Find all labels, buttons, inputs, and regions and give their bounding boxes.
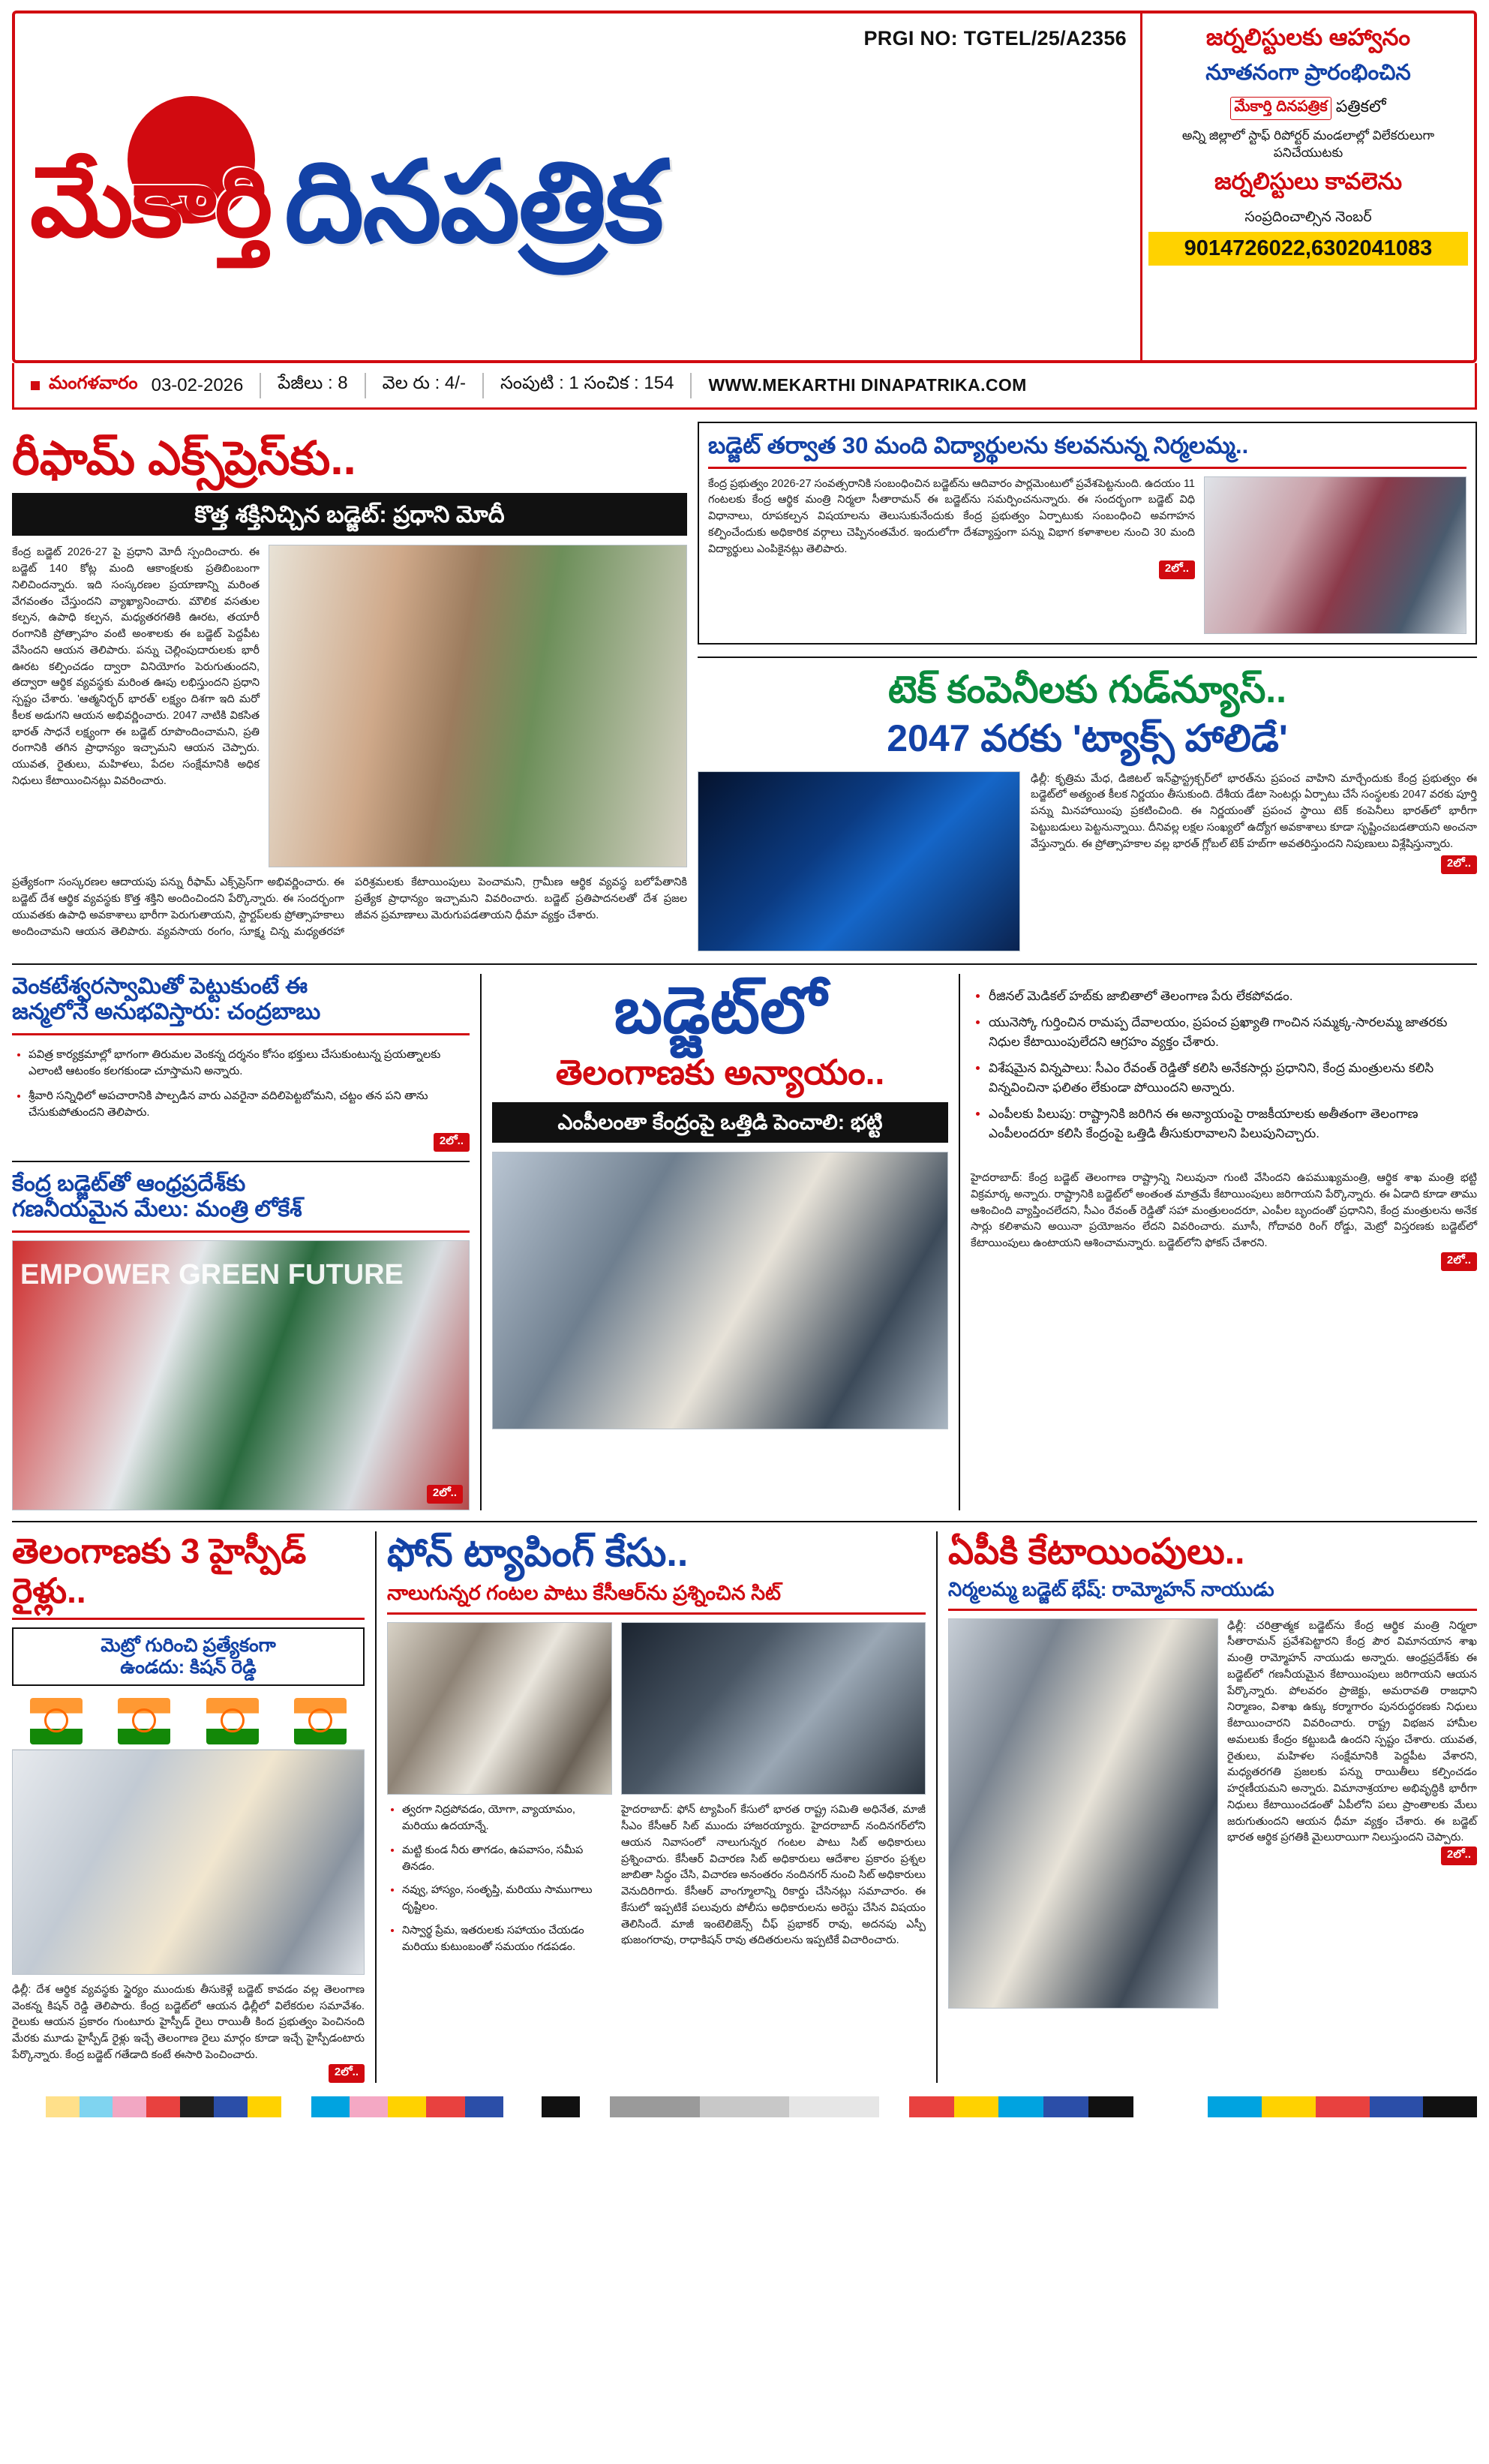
color-swatch	[503, 2096, 542, 2117]
continuation-tag[interactable]: 2లో..	[1159, 560, 1195, 579]
rammohan-naidu-photo	[948, 1618, 1218, 2009]
color-group-1	[12, 2096, 281, 2117]
chandrababu-headline-1: వెంకటేశ్వరస్వామితో పెట్టుకుంటే ఈ	[12, 973, 308, 999]
color-swatch	[248, 2096, 281, 2117]
color-group-3	[610, 2096, 879, 2117]
info-price: వెల రు : 4/-	[382, 373, 466, 393]
phone-devices-photo	[621, 1622, 926, 1795]
color-swatch	[388, 2096, 426, 2117]
promo-line-5: జర్నలిస్టులు కావలెను	[1214, 167, 1403, 194]
list-item: • రీజినల్ మెడికల్ హబ్‌కు జాబితాలో తెలంగాణ పేరు లేకపోవడం.	[989, 987, 1477, 1006]
nirmala-body: కేంద్ర ప్రభుత్వం 2026-27 సంవత్సరానికి సంబంధించిన బడ్జెట్‌ను ఆదివారం పార్లమెంటులో ప్రవేశపెట్టనుంది. ఉదయం 11 గంటలకు కేంద్ర ఆర్థిక మంత్రి నిర్మలా సీతారామన్ ఈ బడ్జెట్‌ను సమర్పించనున్నారు. ఈ సందర్భంగా బడ్జెట్ విధి విధానాలు, రూపకల్పన విషయాలను తెలుసుకునేందుకు కేంద్ర ప్రభుత్వం ఏర్పాటుకు సంబంధించి అవగాహన కల్పించేందుకు అధికారిక వర్గాలు చెప్పినంతమేర. ఇందులోగా దేశవ్యాప్తంగా పన్ను విభాగ కళాశాలల నుంచి 30 మంది విద్యార్థులు ఎంపికైనట్లు తెలిపారు.	[708, 477, 1195, 555]
tech-body: ఢిల్లీ: కృత్రిమ మేధ, డిజిటల్ ఇన్‌ఫ్రాస్ట్రక్చర్‌లో భారత్‌ను ప్రపంచ వాహిని మార్చేందుకు కేంద్ర ప్రభుత్వం ఈ బడ్జెట్‌లో అత్యంత కీలక నిర్ణయం తీసుకుంది. దేశీయ డేటా సెంటర్లు ఏర్పాటు చేసే సంస్థలకు 2047 వరకు పూర్తి పన్ను మినహాయింపు ప్రకటించింది. ఈ నిర్ణయంతో ప్రపంచ స్థాయి టెక్ కంపెనీలు భారత్‌లో భారీగా పెట్టుబడులు పెట్టనున్నాయి. దీనివల్ల లక్షల సంఖ్యలో ఉద్యోగ అవకాశాలు కూడా సృష్టించబడతాయని అంచనా వేస్తున్నారు. ఈ ప్రోత్సాహకాల వల్ల భారత్ గ్లోబల్ టెక్ హబ్‌గా అవతరిస్తుందని నిపుణులు విశ్లేషిస్తున్నారు.	[1031, 772, 1477, 850]
list-item: • యునెస్కో గుర్తించిన రామప్ప దేవాలయం, ప్రపంచ ప్రఖ్యాతి గాంచిన సమ్మక్క-సారలమ్మ జాతరకు నిధుల కేటాయింపులేదని ఆగ్రహం వ్యక్తం చేశారు.	[989, 1013, 1477, 1051]
nirmala-photo	[1204, 476, 1466, 634]
band-middle	[12, 963, 1477, 1510]
lokesh-headline-1: కేంద్ర బడ్జెట్‌తో ఆంధ్రప్రదేశ్‌కు	[12, 1170, 246, 1196]
masthead	[12, 11, 1477, 363]
lead-headline: రీఫామ్ ఎక్స్‌ప్రెస్‌కు..	[12, 433, 356, 485]
promo-line-3-row	[1230, 97, 1385, 120]
tech-photo	[698, 771, 1020, 951]
spacer	[1178, 2096, 1208, 2117]
color-swatch	[1316, 2096, 1370, 2117]
bjp-logo-icon	[294, 1698, 347, 1744]
band-top	[12, 422, 1477, 951]
divider	[12, 1033, 470, 1035]
masthead-logo-part2: దినపత్రిక	[284, 139, 662, 265]
continuation-tag[interactable]: 2లో..	[427, 1485, 463, 1504]
color-swatch	[113, 2096, 146, 2117]
color-group-2	[311, 2096, 581, 2117]
ap-allocations-subhead: నిర్మలమ్మ బడ్జెట్ భేష్: రామ్మోహన్ నాయుడు	[948, 1577, 1274, 1600]
color-swatch	[700, 2096, 790, 2117]
color-swatch	[214, 2096, 248, 2117]
tech-story-box	[698, 657, 1477, 951]
tech-headline-2: 2047 వరకు 'ట్యాక్స్ హాలిడే'	[887, 717, 1288, 760]
phone-tapping-column	[375, 1531, 938, 2083]
promo-mini-logo: మేకార్తి దినపత్రిక	[1230, 97, 1331, 120]
continuation-tag[interactable]: 2లో..	[1441, 855, 1477, 874]
list-item: • ఎంపీలకు పిలుపు: రాష్ట్రానికి జరిగిన ఈ అన్యాయంపై రాజకీయాలకు అతీతంగా తెలంగాణ ఎంపీలందరూ కలిసి కేంద్రంపై ఒత్తిడి తీసుకురావాలని పిలుపునిచ్చారు.	[989, 1104, 1477, 1143]
list-item: • విశేషమైన విన్నపాలు: సీఎం రేవంత్ రెడ్డితో కలిసి అనేకసార్లు ప్రధానిని, కేంద్ర మంత్రులను కలిసి విన్నవించినా ఫలితం లేకుండా పోయిందని అన్నారు.	[989, 1059, 1477, 1097]
lokesh-photo	[12, 1240, 470, 1510]
color-swatch	[146, 2096, 180, 2117]
continuation-tag[interactable]: 2లో..	[1441, 1252, 1477, 1271]
promo-line-4: అన్ని జిల్లాలో స్టాఫ్ రిపోర్టర్ మండలాల్లో విలేకరులుగా పనిచేయుటకు	[1181, 128, 1435, 160]
spacer	[580, 2096, 610, 2117]
divider	[948, 1609, 1477, 1611]
band-bottom	[12, 1521, 1477, 2083]
color-swatch	[1043, 2096, 1088, 2117]
color-swatch	[789, 2096, 879, 2117]
ap-allocations-column	[948, 1531, 1477, 2083]
prgi-number: PRGI NO: TGTEL/25/A2356	[863, 27, 1127, 50]
masthead-promo	[1140, 14, 1474, 360]
color-group-4	[909, 2096, 1178, 2117]
budget-injustice-headline: బడ్జెట్‌లో	[614, 974, 827, 1047]
color-swatch	[465, 2096, 503, 2117]
promo-line-2: నూతనంగా ప్రారంభించిన	[1205, 61, 1411, 85]
color-swatch	[180, 2096, 214, 2117]
color-swatch	[311, 2096, 350, 2117]
chandrababu-headline-2: జన్మలోనే అనుభవిస్తారు: చంద్రబాబు	[12, 999, 321, 1025]
bjp-logo-icon	[206, 1698, 259, 1744]
lead-body-1: కేంద్ర బడ్జెట్ 2026-27 పై ప్రధాని మోదీ స్పందించారు. ఈ బడ్జెట్ 140 కోట్ల మంది ఆకాంక్షలకు ప్రతిబింబంగా నిలిచిందన్నారు. ఇది సంస్కరణల ప్రయాణాన్ని మరింత వేగవంతం చేస్తుందని వ్యాఖ్యానించారు. మౌలిక వసతుల కల్పన, ఉపాధి కల్పన, మధ్యతరగతికి ఊరట, తయారీ రంగానికి ప్రోత్సాహం వంటి అంశాలకు ఈ బడ్జెట్ పెద్దపీట వేసిందని ఆయన తెలిపారు. పన్ను చెల్లింపుదారులకు భారీ ఊరట కల్పించడం ద్వారా వినియోగం పెరుగుతుందని, తద్వారా ఆర్థిక వ్యవస్థకు మరింత ఊపు లభిస్తుందని ప్రధాని స్పష్టం చేశారు. 'ఆత్మనిర్భర్ భారత్' లక్ష్యం దిశగా ఇది మరో కీలక అడుగని ఆయన అభివర్ణించారు. 2047 నాటికి వికసిత భారత్ సాధనే లక్ష్యంగా ఈ బడ్జెట్ రూపొందించామని, ప్రతి రంగానికి తగిన ప్రాధాన్యం ఇచ్చామని ఆయన చెప్పారు. యువత, రైతులు, మహిళలు, పేదల సంక్షేమానికి అధిక నిధులు కేటాయించినట్లు వివరించారు.	[12, 546, 260, 787]
color-swatch	[1088, 2096, 1133, 2117]
phone-tapping-headline: ఫోన్ ట్యాపింగ్ కేసు..	[387, 1531, 689, 1575]
color-swatch	[350, 2096, 388, 2117]
budget-injustice-bullets	[971, 987, 1477, 1151]
color-swatch	[1133, 2096, 1178, 2117]
info-website[interactable]: WWW.MEKARTHI DINAPATRIKA.COM	[708, 375, 1027, 395]
color-swatch	[909, 2096, 954, 2117]
nirmala-headline: బడ్జెట్ తర్వాత 30 మంది విద్యార్థులను కలవనున్న నిర్మలమ్మ..	[708, 432, 1249, 458]
bjp-logo-icon	[118, 1698, 170, 1744]
continuation-tag[interactable]: 2లో..	[1441, 1846, 1477, 1865]
budget-injustice-details	[971, 974, 1477, 1510]
promo-line-3: పత్రికలో	[1335, 97, 1386, 116]
phone-tapping-subhead: నాలుగున్నర గంటల పాటు కేసీఆర్‌ను ప్రశ్నించిన సిట్	[387, 1582, 781, 1605]
divider	[12, 1230, 470, 1233]
kcr-photo	[387, 1622, 612, 1795]
info-day: మంగళవారం	[49, 373, 138, 393]
color-swatch	[610, 2096, 700, 2117]
color-swatch	[954, 2096, 999, 2117]
list-item: • త్వరగా నిద్రపోవడం, యోగా, వ్యాయామం, మరియు ఉదయాన్నే.	[402, 1802, 612, 1835]
promo-line-1: జర్నలిస్టులకు ఆహ్వానం	[1205, 24, 1411, 50]
tech-headline-1: టెక్ కంపెనీలకు గుడ్‌న్యూస్..	[887, 668, 1287, 711]
lokesh-headline-2: గణనీయమైన మేలు: మంత్రి లోకేశ్	[12, 1197, 302, 1222]
divider	[708, 467, 1466, 469]
rails-headline: తెలంగాణకు 3 హైస్పీడ్ రైళ్లు..	[12, 1531, 307, 1610]
phone-tapping-bullets	[387, 1802, 612, 1955]
right-column-top	[698, 422, 1477, 951]
color-swatch	[542, 2096, 580, 2117]
lead-column	[12, 422, 687, 951]
lead-subhead-bar: కొత్త శక్తినిచ్చిన బడ్జెట్: ప్రధాని మోదీ	[12, 493, 687, 536]
info-day-date	[14, 363, 260, 407]
budget-injustice-box	[480, 974, 960, 1510]
color-swatch	[12, 2096, 46, 2117]
continuation-tag[interactable]: 2లో..	[434, 1133, 470, 1152]
budget-injustice-body: హైదరాబాద్: కేంద్ర బడ్జెట్ తెలంగాణ రాష్ట్రాన్ని నిలువునా గుంటి వేసిందని ఉపముఖ్యమంత్రి, ఆర్థిక శాఖ మంత్రి భట్టి విక్రమార్క అన్నారు. రాష్ట్రానికి బడ్జెట్‌లో అంతంత మాత్రమే కేటాయింపులు జరిగాయని పేర్కొన్నారు. ఈ ఏడాది కూడా తాము ఆశించింది వ్యాప్తించలేదని, సీఎం రేవంత్ రెడ్డితో సహా మంత్రులందరూ, ఎంపీల బృందంతో ప్రధానిని, కేంద్ర మంత్రులను అనేక సార్లు కలిశామని అయినా ప్రయోజనం లేదని వివరించారు. మూసీ, గోదావరి రింగ్ రోడ్డు, మెట్రో విస్తరణకు బడ్జెట్‌లో కేటాయింపులు ఉంటాయని ఆశించామన్నారు. బడ్జెట్‌లోని ఫోకస్ చేశారని.	[971, 1172, 1477, 1250]
rails-column	[12, 1531, 365, 2083]
lead-body-2: ప్రత్యేకంగా సంస్కరణల ఆదాయపు పన్ను రీఫామ్ ఎక్స్‌ప్రెస్‌గా అభివర్ణించారు. ఈ బడ్జెట్ దేశ ఆర్థిక వ్యవస్థకు కొత్త శక్తిని అందించిందని పేర్కొన్నారు. ఈ సందర్భంగా యువతకు ఉపాధి అవకాశాలు భారీగా పెరుగుతాయని, స్టార్టప్‌లకు ప్రోత్సాహకాలు అందించామని ఆయన తెలిపారు. వ్యవసాయ రంగం, సూక్ష్మ చిన్న మధ్యతరహా పరిశ్రమలకు కేటాయింపులు పెంచామని, గ్రామీణ ఆర్థిక వ్యవస్థ బలోపేతానికి ప్రత్యేక ప్రాధాన్యం ఇచ్చామని వివరించారు. బడ్జెట్ ప్రతిపాదనలతో దేశ ప్రజల జీవన ప్రమాణాలు మెరుగుపడతాయని ధీమా వ్యక్తం చేశారు.	[12, 876, 687, 938]
list-item: • మట్టి కుండ నీరు తాగడం, ఉపవాసం, సమీప తినడం.	[402, 1843, 612, 1876]
color-swatch	[426, 2096, 464, 2117]
budget-injustice-column	[480, 974, 960, 1510]
bhatti-quote-bar: ఎంపీలంతా కేంద్రంపై ఒత్తిడి పెంచాలి: భట్టి	[492, 1102, 948, 1143]
party-logo-band	[12, 1693, 365, 1750]
color-swatch	[1262, 2096, 1316, 2117]
bjp-logo-icon	[30, 1698, 83, 1744]
info-bar	[12, 363, 1477, 410]
color-swatch	[46, 2096, 80, 2117]
ap-allocations-body: ఢిల్లీ: చరిత్రాత్మక బడ్జెట్‌ను కేంద్ర ఆర్థిక మంత్రి నిర్మలా సీతారామన్ ప్రవేశపెట్టారని కేంద్ర పౌర విమానయాన శాఖ మంత్రి రామ్మోహన్ నాయుడు అన్నారు. ఆంధ్రప్రదేశ్‌కు ఈ బడ్జెట్‌లో గణనీయమైన కేటాయింపులు జరిగాయని ఆయన పేర్కొన్నారు. పోలవరం ప్రాజెక్టు, అమరావతి రాజధాని నిర్మాణం, విశాఖ ఉక్కు కర్మాగారం పునరుద్ధరణకు నిధులు కేటాయించారని వివరించారు. రాష్ట్ర విభజన హామీల అమలుకు కేంద్రం కట్టుబడి ఉందని స్పష్టం చేశారు. యువత, రైతులు, మహిళల సంక్షేమానికి పెద్దపీట వేశారని, మధ్యతరగతి ప్రజలకు పన్ను రాయితీలు కల్పించడం హర్షణీయమని అన్నారు. విమానాశ్రయాల అభివృద్ధికి భారీగా నిధులు కేటాయించడంతో ఏపీలోని పలు ప్రాంతాలకు మేలు జరుగుతుందని ఆయన ధీమా వ్యక్తం చేశారు. ఈ బడ్జెట్ భారత ఆర్థిక ప్రగతికి మైలురాయిగా నిలుస్తుందని చెప్పారు.	[1227, 1619, 1477, 1844]
nirmala-story-box	[698, 422, 1477, 645]
color-swatch	[1423, 2096, 1477, 2117]
spacer	[281, 2096, 311, 2117]
promo-phone[interactable]: 9014726022,6302041083	[1148, 232, 1468, 266]
bhatti-photo	[492, 1152, 948, 1429]
list-item: • శ్రీవారి సన్నిధిలో అపచారానికి పాల్పడిన వారు ఎవరైనా వదిలిపెట్టబోమని, చట్టం తన పని తాను చేసుకుపోతుందని తెలిపారు.	[29, 1088, 470, 1122]
spacer	[879, 2096, 909, 2117]
color-group-5	[1208, 2096, 1477, 2117]
masthead-title-row	[30, 139, 1140, 265]
chandrababu-box	[12, 974, 470, 1152]
lead-photo-modi	[269, 545, 687, 867]
promo-line-6: సంప్రదించాల్సిన నెంబర్	[1244, 209, 1372, 225]
color-swatch	[1208, 2096, 1262, 2117]
color-registration-bar	[12, 2096, 1477, 2117]
color-swatch	[1370, 2096, 1424, 2117]
rails-body: ఢిల్లీ: దేశ ఆర్థిక వ్యవస్థకు స్థైర్యం ముందుకు తీసుకెళ్లే బడ్జెట్ కావడం వల్ల తెలంగాణ వెంకన్న కిషన్ రెడ్డి తెలిపారు. కేంద్ర బడ్జెట్‌లో ఆయన ఢిల్లీలో విలేకరుల సమావేశం. రైలుకు ఆయన ప్రకారం గుంటూరు హైస్పీడ్ రైలు రాయితీ కింద ప్రభుత్వం పెంచినంది మేరకు మూడు హైస్పీడ్ రైళ్లు ఇచ్చే తెలంగాణ రైలు మార్గం కూడా ఇచ్చే హైస్పీడంటారు పేర్కొన్నారు. కేంద్ర బడ్జెట్ గతేడాది కంటే ఈసారి పెంచించారు.	[12, 1983, 365, 2061]
list-item: • నవ్వు, హాస్యం, సంతృప్తి, మరియు సాముగాలు దృష్టిలం.	[402, 1883, 612, 1916]
continuation-tag[interactable]: 2లో..	[329, 2064, 365, 2083]
list-item: • నిస్వార్థ ప్రేమ, ఇతరులకు సహాయం చేయడం మరియు కుటుంబంతో సమయం గడపడం.	[402, 1923, 612, 1956]
divider	[387, 1612, 926, 1615]
info-date: 03-02-2026	[151, 374, 244, 395]
masthead-left	[15, 14, 1140, 360]
color-swatch	[80, 2096, 113, 2117]
rails-subbar-line2: ఉండదు: కిషన్ రెడ్డి	[120, 1657, 257, 1678]
lokesh-box	[12, 1161, 470, 1510]
list-item: • పవిత్ర కార్యక్రమాల్లో భాగంగా తిరుమల వెంకన్న దర్శనం కోసం భక్తులు చేసుకుంటున్న ప్రయత్నాలకు ఎలాంటి ఆటంకం కలగకుండా చూస్తామని అన్నారు.	[29, 1047, 470, 1080]
info-pages: పేజీలు : 8	[278, 373, 348, 393]
rails-subbar	[12, 1627, 365, 1686]
kishan-reddy-photo	[12, 1750, 365, 1975]
left-column-middle	[12, 974, 470, 1510]
color-swatch	[998, 2096, 1043, 2117]
lokesh-photo-text: EMPOWER GREEN FUTURE	[20, 1258, 404, 1291]
chandrababu-bullets	[12, 1047, 470, 1122]
ap-allocations-headline: ఏపీకి కేటాయింపులు..	[948, 1531, 1245, 1572]
phone-tapping-body: హైదరాబాద్: ఫోన్ ట్యాపింగ్ కేసులో భారత రాష్ట్ర సమితి అధినేత, మాజీ సీఎం కేసీఆర్ సిట్ ముందు హాజరయ్యారు. హైదరాబాద్ నందినగర్‌లోని ఆయన నివాసంలో నాలుగున్నర గంటల పాటు సిట్ అధికారులు ప్రశ్నించారు. కేసీఆర్ విచారణ సిట్ అధికారులు ఆదేశాల ప్రకారం ప్రశ్నల జాబితా సిద్ధం చేసి, విచారణ అనంతరం నందినగర్ నుంచి సిట్ అధికారులు వెనుదిరిగారు. కేసీఆర్ వాంగ్మూలాన్ని రికార్డు చేసినట్లు సమాచారం. ఈ కేసులో ఇప్పటికే పలువురు పోలీసు అధికారులను అరెస్టు చేసిన విషయం తెలిసిందే. మాజీ ఇంటెలిజెన్స్ చీఫ్ ప్రభాకర్ రావు, అదనపు ఎస్పీ భుజంగరావు, రాధాకిషన్ రావు తదితరులను ఇప్పటికే విచారించారు.	[621, 1804, 926, 1947]
budget-injustice-subhead: తెలంగాణకు అన్యాయం..	[555, 1052, 885, 1092]
info-volume: సంపుటి : 1 సంచిక : 154	[500, 373, 674, 393]
masthead-logo-part1: మేకార్తి	[30, 147, 272, 257]
divider	[12, 1618, 365, 1620]
rails-subbar-line1: మెట్రో గురించి ప్రత్యేకంగా	[101, 1635, 276, 1657]
square-bullet-icon	[31, 381, 40, 390]
